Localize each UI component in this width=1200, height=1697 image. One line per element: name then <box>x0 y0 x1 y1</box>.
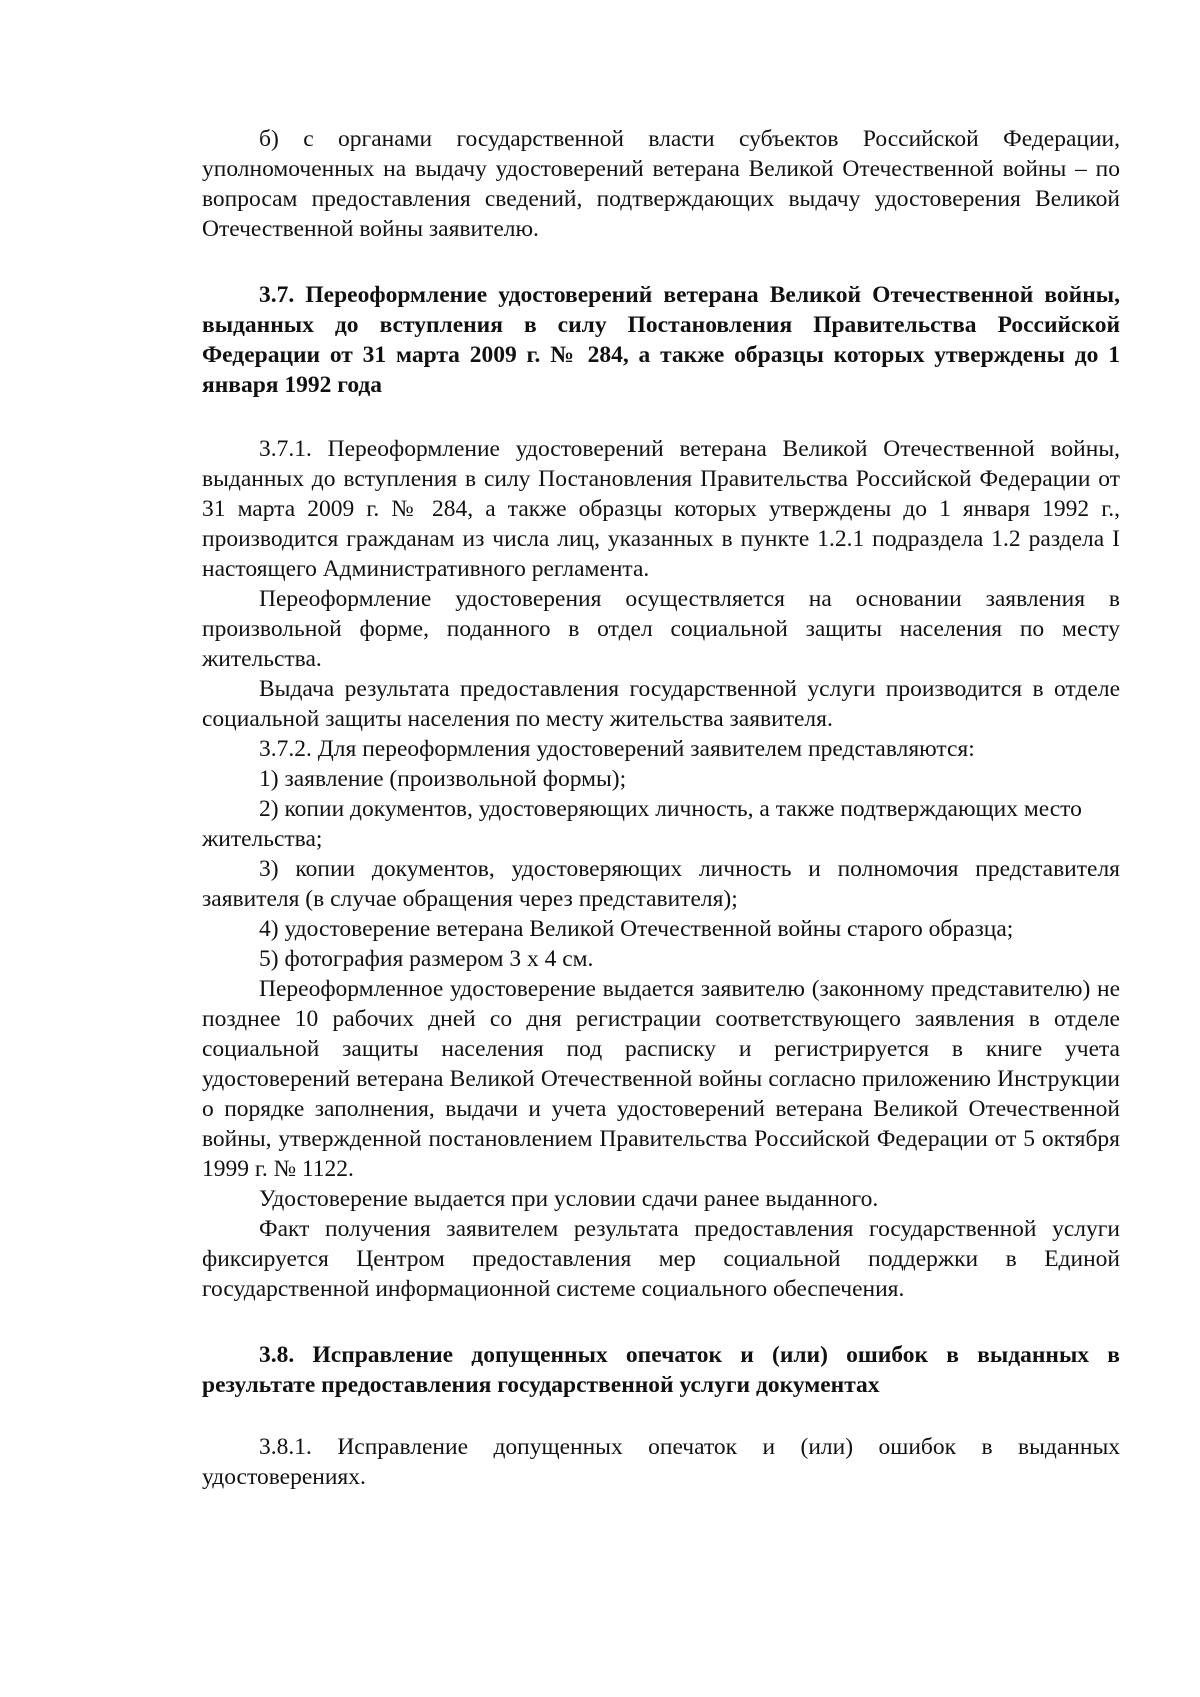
paragraph-reissued: Переоформленное удостоверение выдается заявителю (законному представителю) не позднее 10 рабочих дней со дня регистрации соответствующего заявления в отделе социальной защиты населения под расписку и регистрируется в книге учета удостоверений ветерана Великой Отечественной войны согласно приложению Инструкции о порядке заполнения, выдачи и учета удостоверений ветерана Великой Отечественной войны, утвержденной постановлением Правительства Российской Федерации от 5 октября 1999 г. № 1122. <box>202 976 1120 1182</box>
paragraph-basis: Переоформление удостоверения осуществляется на основании заявления в произвольной форме, поданного в отдел социальной защиты населения по месту жительства. <box>202 586 1120 672</box>
paragraph-handover: Удостоверение выдается при условии сдачи ранее выданного. <box>259 1186 879 1212</box>
list-item: 1) заявление (произвольной формы); <box>259 766 627 792</box>
paragraph-3-8-1: 3.8.1. Исправление допущенных опечаток и (или) ошибок в выданных удостоверениях. <box>202 1434 1120 1490</box>
section-3-7-heading: 3.7. Переоформление удостоверений ветерана Великой Отечественной войны, выданных до вступления в силу Постановления Правительства Российской Федерации от 31 марта 2009 г. № 284, а также образцы которых утверждены до 1 января 1992 года <box>202 282 1120 398</box>
list-item: 2) копии документов, удостоверяющих личность, а также подтверждающих место жительства; <box>202 796 1082 852</box>
documents-list <box>202 764 1120 974</box>
intro-paragraph: б) с органами государственной власти субъектов Российской Федерации, уполномоченных на выдачу удостоверений ветерана Великой Отечественной войны – по вопросам предоставления сведений, подтверждающих выдачу удостоверения Великой Отечественной войны заявителю. <box>202 126 1120 242</box>
paragraph-3-7-2: 3.7.2. Для переоформления удостоверений заявителем представляются: <box>259 736 975 762</box>
list-item: 5) фотография размером 3 х 4 см. <box>259 946 594 972</box>
paragraph-issue: Выдача результата предоставления государственной услуги производится в отделе социальной защиты населения по месту жительства заявителя. <box>202 676 1120 732</box>
list-item: 3) копии документов, удостоверяющих личность и полномочия представителя заявителя (в случае обращения через представителя); <box>202 856 1120 912</box>
paragraph-3-7-1: 3.7.1. Переоформление удостоверений ветерана Великой Отечественной войны, выданных до вступления в силу Постановления Правительства Российской Федерации от 31 марта 2009 г. № 284, а также образцы которых утверждены до 1 января 1992 г., производится гражданам из числа лиц, указанных в пункте 1.2.1 подраздела 1.2 раздела I настоящего Административного регламента. <box>202 436 1120 582</box>
list-item: 4) удостоверение ветерана Великой Отечественной войны старого образца; <box>259 916 1014 942</box>
section-3-8-heading: 3.8. Исправление допущенных опечаток и (или) ошибок в выданных в результате предоставления государственной услуги документах <box>202 1342 1120 1398</box>
paragraph-fact: Факт получения заявителем результата предоставления государственной услуги фиксируется Центром предоставления мер социальной поддержки в Единой государственной информационной системе социального обеспечения. <box>202 1216 1120 1302</box>
